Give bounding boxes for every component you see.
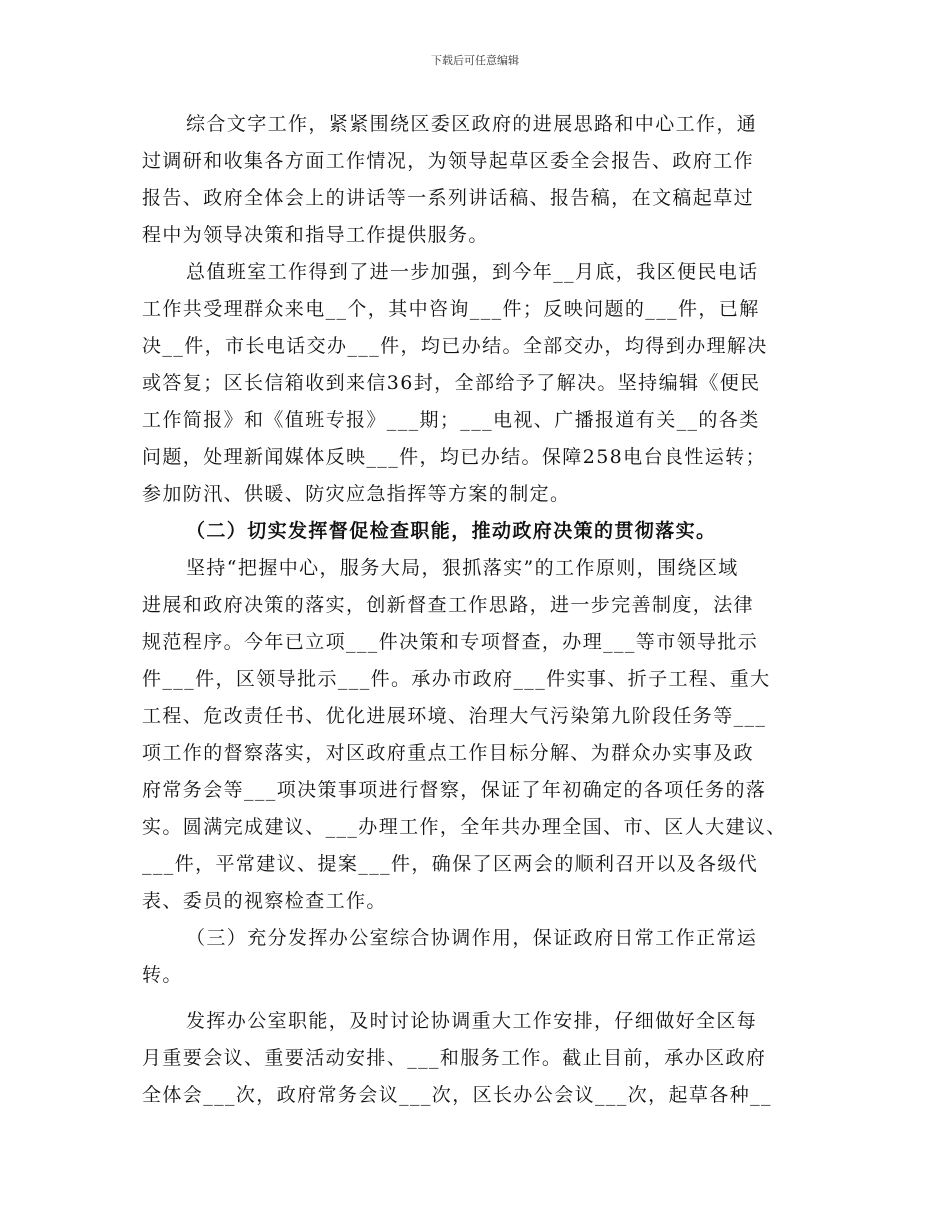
text-line: 过调研和收集各方面工作情况，为领导起草区委全会报告、政府工作	[142, 150, 755, 172]
text-line: 总值班室工作得到了进一步加强，到今年__月底，我区便民电话	[186, 261, 759, 283]
text-line: 件___件，区领导批示___件。承办市政府___件实事、折子工程、重大	[142, 668, 771, 690]
section-heading-supervision: （二）切实发挥督促检查职能，推动政府决策的贯彻落实。	[186, 520, 717, 542]
page-header: 下载后可任意编辑	[431, 54, 519, 67]
text-line: 进展和政府决策的落实，创新督查工作思路，进一步完善制度，法律	[142, 594, 755, 616]
text-line: 工作简报》和《值班专报》___期；___电视、广播报道有关__的各类	[142, 409, 760, 431]
text-line: （三）充分发挥办公室综合协调作用，保证政府日常工作正常运	[186, 927, 758, 949]
paragraph-duty-office	[142, 254, 814, 513]
text-line: 问题，处理新闻媒体反映___件，均已办结。保障258电台良性运转；	[142, 446, 766, 468]
text-line: 综合文字工作，紧紧围绕区委区政府的进展思路和中心工作，通	[186, 113, 758, 135]
text-line: ___件，平常建议、提案___件，确保了区两会的顺利召开以及各级代	[142, 853, 759, 875]
text-line: 工程、危改责任书、优化进展环境、治理大气污染第九阶段任务等___	[142, 705, 767, 727]
text-line: 实。圆满完成建议、___办理工作，全年共办理全国、市、区人大建议、	[142, 816, 787, 838]
paragraph-writing-work	[142, 106, 814, 254]
text-line: 报告、政府全体会上的讲话等一系列讲话稿、报告稿，在文稿起草过	[142, 187, 755, 209]
text-line: 规范程序。今年已立项___件决策和专项督查，办理___等市领导批示	[142, 631, 759, 653]
text-line: 全体会___次，政府常务会议___次，区长办公会议___次，起草各种__	[142, 1084, 772, 1106]
document-body	[142, 106, 814, 1114]
text-line: 坚持“把握中心，服务大局，狠抓落实”的工作原则，围绕区域	[186, 557, 739, 579]
text-line: 或答复；区长信箱收到来信36封，全部给予了解决。坚持编辑《便民	[142, 372, 761, 394]
paragraph-supervision	[142, 550, 814, 920]
text-line: 参加防汛、供暖、防灾应急指挥等方案的制定。	[142, 483, 571, 505]
text-line: 转。	[142, 964, 183, 986]
paragraph-coordination	[142, 1003, 814, 1114]
text-line: 月重要会议、重要活动安排、___和服务工作。截止目前，承办区政府	[142, 1047, 767, 1069]
section-heading-coordination	[142, 920, 814, 994]
paragraph-gap	[142, 994, 814, 1003]
text-line: 决__件，市长电话交办___件，均已办结。全部交办，均得到办理解决	[142, 335, 768, 357]
text-line: 表、委员的视察检查工作。	[142, 890, 387, 912]
text-line: 程中为领导决策和指导工作提供服务。	[142, 224, 489, 246]
text-line: 发挥办公室职能，及时讨论协调重大工作安排，仔细做好全区每	[186, 1010, 758, 1032]
text-line: 府常务会等___项决策事项进行督察，保证了年初确定的各项任务的落	[142, 779, 767, 801]
text-line: 项工作的督察落实，对区政府重点工作目标分解、为群众办实事及政	[142, 742, 755, 764]
text-line: 工作共受理群众来电__个，其中咨询___件；反映问题的___件，已解	[142, 298, 760, 320]
